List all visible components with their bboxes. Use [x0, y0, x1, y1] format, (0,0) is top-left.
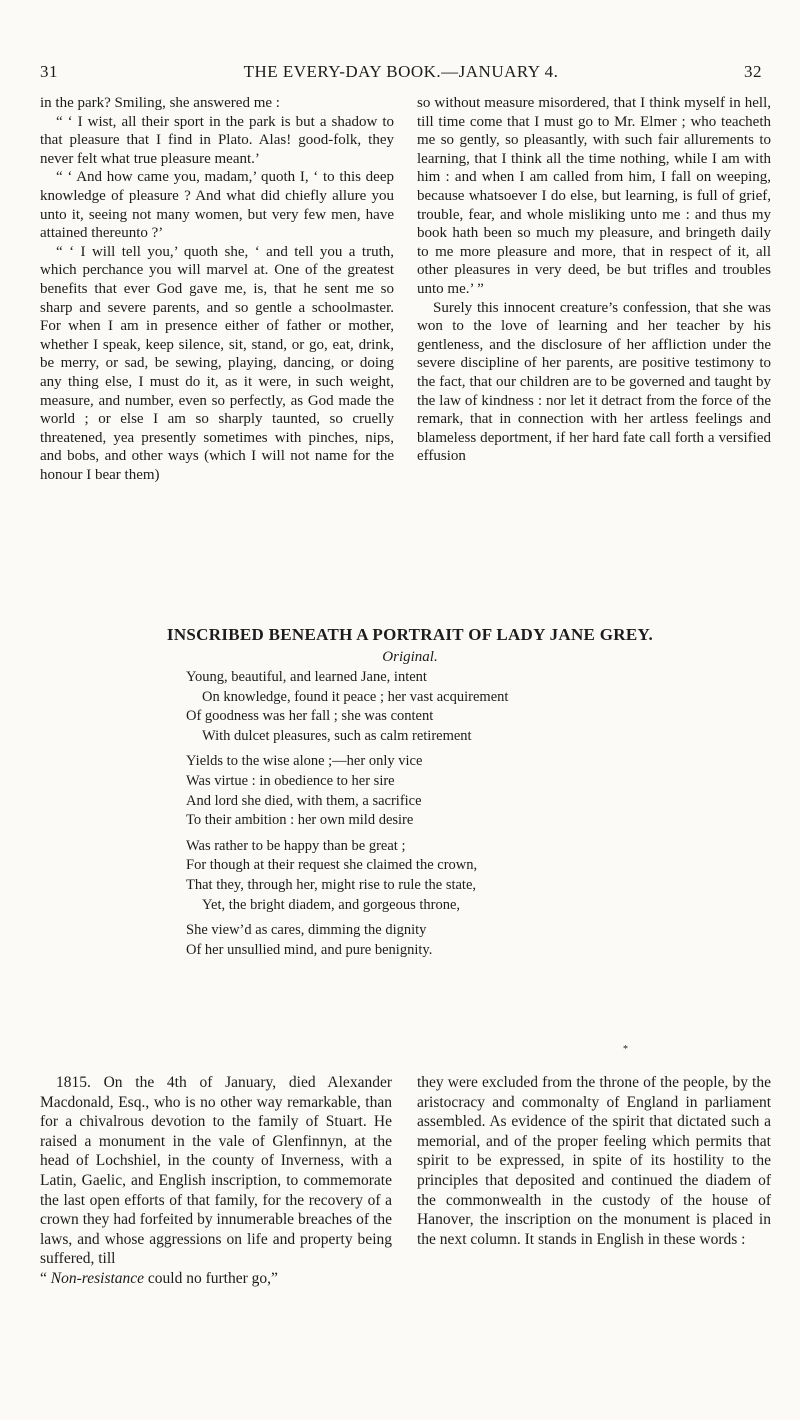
ornament-asterisk: *	[623, 1044, 628, 1055]
paragraph: “ ‘ I wist, all their sport in the park is but a shadow to that pleasure that I find in Plato. Alas! good-folk, they never felt what true pleasure meant.’	[40, 113, 394, 167]
poem-line: For though at their request she claimed the crown,	[186, 857, 478, 874]
paragraph: so without measure misordered, that I think myself in hell, till time come that I must go to Mr. Elmer ; who teacheth me so gently, so pleasantly, with such fair allurements to learning, that I think all the time nothing, while I am with him : and when I am called from him, I fall on weeping, because whatsoever I do else, but learning, is full of grief, trouble, fear, and whole misliking unto me : and thus my book hath been so much my pleasure, and bringeth daily to me more pleasure and more, that in respect of it, all other pleasures in very deed, be but trifles and troubles unto me.’ ”	[417, 95, 771, 297]
poem-line: Of goodness was her fall ; she was content	[186, 708, 434, 725]
poem-block	[60, 625, 760, 960]
poem-line: She view’d as cares, dimming the dignity	[186, 922, 427, 939]
running-head	[40, 62, 762, 86]
paragraph: 1815. On the 4th of January, died Alexander Macdonald, Esq., who is no other way remarkable, than for a chivalrous devotion to the family of Stuart. He raised a monument in the vale of Glenfinnyn, at the head of Lochshiel, in the county of Inverness, with a Latin, Gaelic, and English inscription, to commemorate the last open efforts of that family, for the recovery of a crown they had forfeited by innumerable breaches of the laws, and whose aggressions on life and property being suffered, till	[40, 1074, 392, 1268]
quote-rest: could no further go,”	[144, 1269, 278, 1287]
page-number-right: 32	[744, 62, 762, 81]
running-title: THE EVERY-DAY BOOK.—JANUARY 4.	[243, 62, 559, 81]
poem-line: With dulcet pleasures, such as calm retirement	[202, 727, 472, 744]
quote-italic: Non-resistance	[50, 1269, 145, 1287]
quotation-line	[40, 1269, 392, 1289]
paragraph: in the park? Smiling, she answered me :	[40, 95, 280, 111]
page-number-left: 31	[40, 62, 58, 81]
left-column-bottom	[40, 1073, 392, 1289]
poem-line: Yields to the wise alone ;—her only vice	[186, 753, 423, 770]
paragraph: “ ‘ And how came you, madam,’ quoth I, ‘ to this deep knowledge of pleasure ? And what did chiefly allure you unto it, seeing not many women, but very few men, have attained thereunto ?’	[40, 169, 394, 242]
poem-line: To their ambition : her own mild desire	[186, 812, 414, 829]
right-column-bottom	[417, 1073, 771, 1249]
paragraph: they were excluded from the throne of the people, by the aristocracy and commonalty of England in parliament assembled. As evidence of the spirit that dictated such a memorial, and of the proper feeling which permits that spirit to be expressed, in spite of its hostility to the principles that deposited and continued the diadem of the commonwealth in the custody of the house of Hanover, the inscription on the monument is placed in the next column. It stands in English in these words :	[417, 1074, 771, 1248]
poem-subheading: Original.	[382, 649, 438, 665]
poem-line: Young, beautiful, and learned Jane, intent	[186, 669, 427, 685]
right-column-top	[417, 94, 771, 466]
poem-line: And lord she died, with them, a sacrifice	[186, 792, 422, 809]
paragraph: Surely this innocent creature’s confession, that she was won to the love of learning and her teacher by his gentleness, and the disclosure of her affliction under the severe discipline of her parents, are positive testimony to the fact, that our children are to be governed and taught by the law of kindness : nor let it detract from the force of the remark, that in connection with her artless feelings and blameless deportment, if her hard fate call forth a versified effusion	[417, 299, 771, 465]
paragraph: “ ‘ I will tell you,’ quoth she, ‘ and tell you a truth, which perchance you will marvel at. One of the greatest benefits that ever God gave me, is, that he sent me so sharp and severe parents, and so gentle a schoolmaster. For when I am in presence either of father or mother, whether I speak, keep silence, sit, stand, or go, eat, drink, be merry, or sad, be sewing, playing, dancing, or doing any thing else, I must do it, as it were, in such weight, measure, and number, even so perfectly, as God made the world ; or else I am so sharply taunted, so cruelly threatened, yea presently sometimes with pinches, nips, and bobs, and other ways (which I will not name for the honour I bear them)	[40, 243, 394, 483]
poem-line: Was rather to be happy than be great ;	[186, 837, 406, 854]
poem-lines	[186, 668, 760, 960]
poem-heading: INSCRIBED BENEATH A PORTRAIT OF LADY JANE GREY.	[166, 625, 654, 644]
poem-line: On knowledge, found it peace ; her vast acquirement	[202, 688, 509, 705]
poem-line: Of her unsullied mind, and pure benignity.	[186, 941, 433, 958]
poem-line: Was virtue : in obedience to her sire	[186, 772, 395, 789]
left-column-top	[40, 94, 394, 484]
poem-line: That they, through her, might rise to rule the state,	[186, 876, 477, 893]
quote-open: “	[40, 1269, 47, 1287]
poem-line: Yet, the bright diadem, and gorgeous throne,	[202, 896, 461, 913]
